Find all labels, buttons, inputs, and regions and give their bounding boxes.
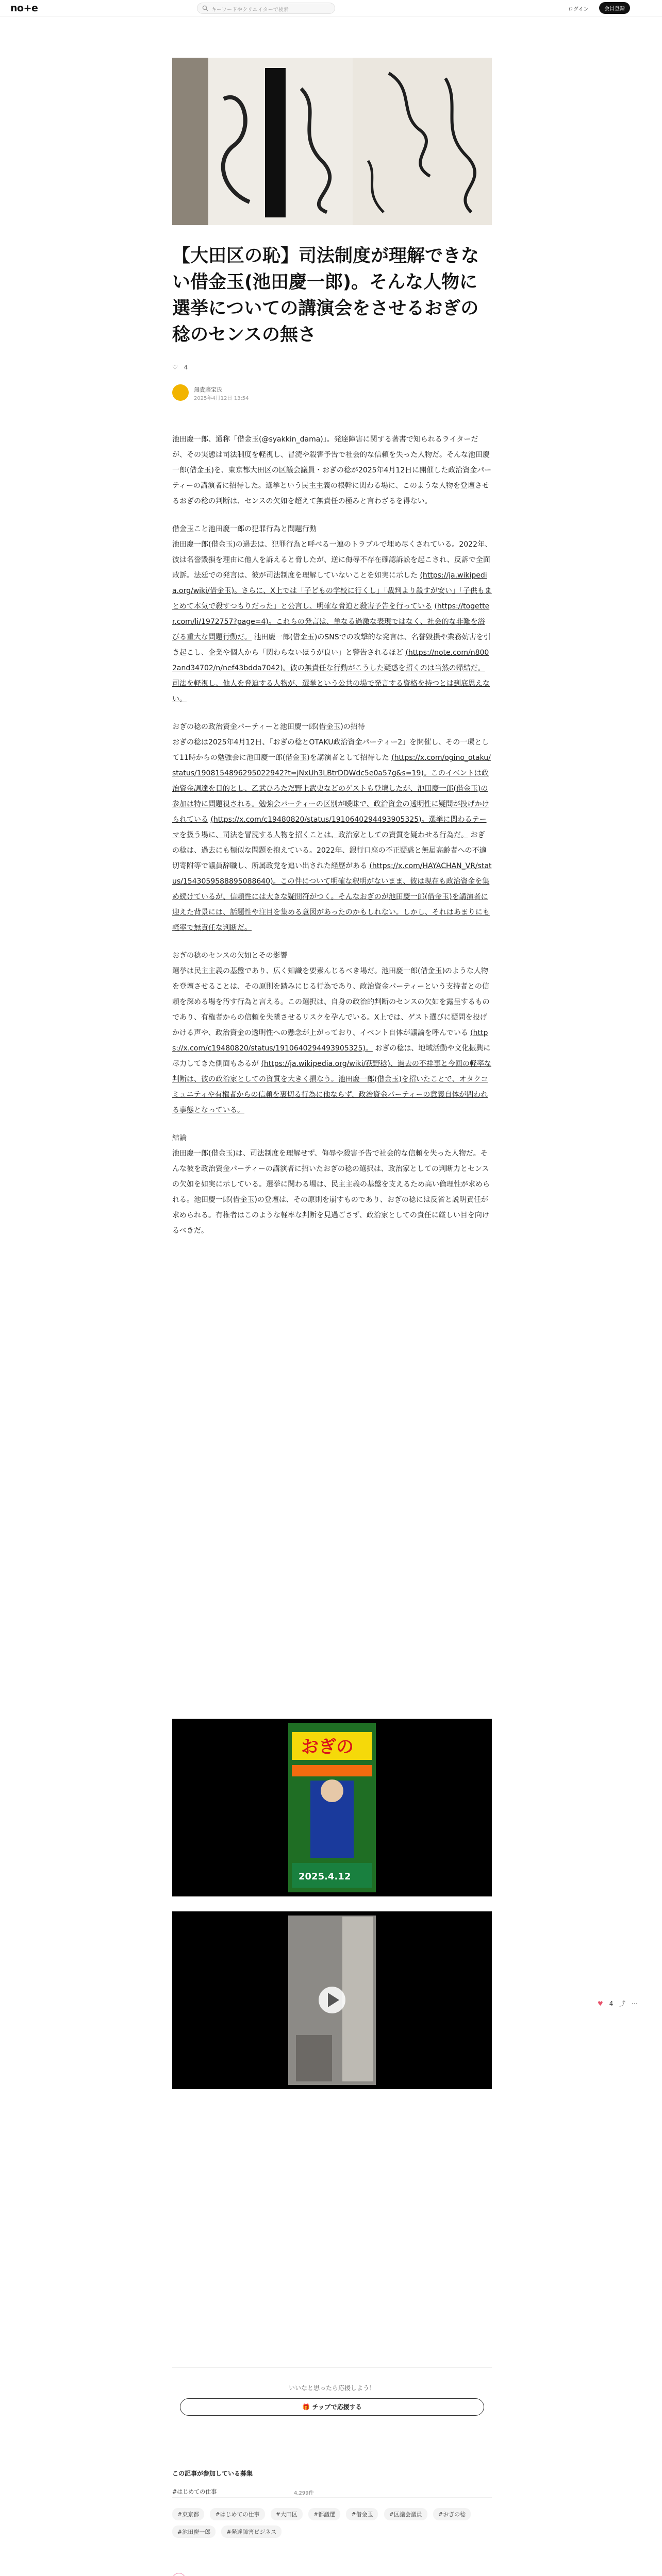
poster-date: 2025.4.12 <box>299 1871 351 1882</box>
article-actions <box>172 2573 249 2576</box>
like-button[interactable] <box>172 2573 186 2576</box>
magazine-item-name[interactable]: #はじめての仕事 <box>172 2488 217 2495</box>
section-heading: 借金玉こと池田慶一郎の犯罪行為と問題行動 <box>172 525 317 533</box>
paragraph: 池田慶一郎(借金玉)の過去は、犯罪行為と呼べる一連のトラブルで埋め尽くされている。2022年、彼は名誉毀損を理由に他人を訴えると脅したが、逆に侮辱不存在確認訴訟を起こされ、反訴で全面敗訴。法廷での発言は、彼が司法制度を理解していないことを如実に示した <box>172 540 492 580</box>
article-link[interactable]: (https://ja.wikipedia.org/wiki/荻野稔)、過去の不祥事と今回の軽率な判断は、彼の政治家としての資質を大きく損なう。池田慶一郎(借金玉)を招いたことで、オタクコミュニティや有権者からの信頼を裏切る行為に他ならず、政治資金パーティーの意義自体が問われる事態となっている。 <box>172 1060 491 1114</box>
search-box[interactable] <box>197 3 335 14</box>
tag[interactable]: #はじめての仕事 <box>210 2508 264 2520</box>
tag[interactable]: #東京都 <box>172 2508 204 2520</box>
section-heading: おぎの稔のセンスの欠如とその影響 <box>172 952 288 960</box>
magazine-item[interactable] <box>172 2484 492 2498</box>
event-poster-thumbnail <box>172 1719 492 1896</box>
share-icon[interactable]: ⤴ <box>619 2000 626 2007</box>
global-header <box>0 0 662 16</box>
tag-list <box>172 2508 492 2543</box>
room-video-thumbnail <box>172 1911 492 2089</box>
article-link[interactable]: (https://x.com/c19480820/status/1910640294493905325)。選挙に関わるテーマを扱う場に、司法を冒涜する人物を招くことは、政治家としての資質を疑わせる行為だ。 <box>172 816 487 839</box>
section-block <box>172 1130 492 1239</box>
section-block <box>172 719 492 936</box>
paragraph: おぎの稔は、地域活動や文化振興に尽力してきた側面もあるが <box>172 1044 491 1068</box>
article-link[interactable]: (https://x.com/ogino_otaku/status/1908154896295022942?t=jNxUh3LBtrDDWdc5e0a57g&s=19)。このイベントは政治資金調達を目的とし、乙武ひろただ野上武史などのゲストも登壇したが、池田慶一郎(借金玉)の参加は特に問題視される。勉強会パーティーの区別が曖昧で、政治資金の透明性に疑問が投げかけられている <box>172 754 491 824</box>
article-link[interactable]: (https://togetter.com/li/1972757?page=4)。これらの発言は、単なる過激な表現ではなく、社会的な非難を浴びる重大な問題行動だ。 <box>172 602 490 641</box>
paragraph: 選挙は民主主義の基盤であり、広く知識を要素んじるべき場だ。池田慶一郎(借金玉)のような人物を登壇させることは、その原則を踏みにじる行為であり、政治資金パーティーという支持者との信頼を深める場を汚す行為と言える。この選択は、自身の政治的判断のセンスの欠如を露呈するものであり、有権者からの信頼を失墜させるリスクを孕んでいる。X上では、ゲスト選びに疑問を投げかける声や、政治資金の透明性への懸念が上がっており、イベント自体が議論を呼んでいる <box>172 967 490 1037</box>
heart-icon[interactable]: ♥ <box>598 2000 603 2007</box>
tag[interactable]: #大田区 <box>271 2508 303 2520</box>
floating-like[interactable] <box>598 1999 638 2008</box>
section-heading: 結論 <box>172 1134 187 1142</box>
title-like-row[interactable] <box>172 364 188 371</box>
embedded-video-2[interactable] <box>172 1911 492 2089</box>
tag[interactable]: #おぎの稔 <box>433 2508 471 2520</box>
section-block <box>172 521 492 707</box>
paragraph: 池田慶一郎、通称「借金玉(@syakkin_dama)」。発達障害に関する著書で知られるライターだが、その実態は司法制度を軽視し、冒涜や殺害予告で社会的な信頼を失った人物だ。そんな池田慶一郎(借金玉)を、東京都大田区の区議会議員・おぎの稔が2025年4月12日に開催した政治資金パーティーの講演者に招待した。選挙という民主主義の根幹に関わる場に、このような人物を登壇させるおぎの稔の判断は、センスの欠如を超えて無責任の極みと言わざるを得ない。 <box>172 435 492 505</box>
embedded-video-1[interactable] <box>172 1719 492 1896</box>
search-input[interactable]: キーワードやクリエイターで検索 <box>211 7 289 13</box>
signup-button[interactable]: 会員登録 <box>599 2 630 14</box>
login-button[interactable]: ログイン <box>568 7 589 12</box>
tip-icon: 🎁 <box>302 2403 310 2411</box>
paragraph: 池田慶一郎(借金玉)は、司法制度を理解せず、侮辱や殺害予告で社会的な信頼を失った人物だ。そんな彼を政治資金パーティーの講演者に招いたおぎの稔の選択は、政治家としての判断力とセンスの欠如を如実に示している。選挙に関わる場は、民主主義の基盤を支えるため高い倫理性が求められる。池田慶一郎(借金玉)の登壇は、その原則を崩すものであり、おぎの稔には反省と説明責任が求められる。有権者はこのような軽率な判断を見過ごさず、政治家としての責任に厳しい目を向けるべきだ。 <box>172 1149 490 1235</box>
note-logo[interactable]: no+e <box>10 3 38 14</box>
tip-button[interactable] <box>180 2398 484 2416</box>
tag[interactable]: #発達障害ビジネス <box>221 2526 282 2538</box>
article-title: 【大田区の恥】司法制度が理解できない借金玉(池田慶一郎)。そんな人物に選挙についての講演会をさせるおぎの稔のセンスの無さ <box>172 246 479 345</box>
author-avatar[interactable] <box>172 384 189 401</box>
section-heading: おぎの稔の政治資金パーティーと池田慶一郎(借金玉)の招待 <box>172 723 365 731</box>
article-link[interactable]: (https://note.com/n8002and34702/n/nef43bdda7042)。彼の無責任な行動がこうした疑惑を招くのは当然の帰結だ。司法を軽視し、他人を脅迫する人物が、選挙という公共の場で発言する資格を持つとは到底思えない。 <box>172 649 490 703</box>
publish-date: 2025年4月12日 13:54 <box>194 396 249 401</box>
search-icon <box>202 5 208 11</box>
more-icon[interactable]: ⋯ <box>631 2000 638 2007</box>
article-link[interactable]: (https://ja.wikipedia.org/wiki/借金玉)。さらに、X上では「子どもの学校に行くし」「裁判より殺すが安い」「子供もまとめて本気で殺すつもりだった」と公言し、明確な脅迫と殺害予告を行っている <box>172 571 492 611</box>
floating-like-count: 4 <box>609 2000 614 2007</box>
heart-icon[interactable]: ♡ <box>172 364 178 371</box>
article-link[interactable]: (https://x.com/HAYACHAN_VR/status/1543059588895088640)。この件について明確な釈明がないまま、彼は現在も政治資金を集め続けているが、信頼性には大きな疑問符がつく。そんなおぎのが池田慶一郎(借金玉)を講演者に迎えた背景には、話題性や注目を集める意図があったのかもしれない。しかし、それはあまりにも軽率で無責任な判断だ。 <box>172 862 492 932</box>
paragraph: おぎの稔は2025年4月12日、「おぎの稔とOTAKU政治資金パーティー2」を開催し、その一環として11時からの勉強会に池田慶一郎(借金玉)を講演者として招待した <box>172 738 489 762</box>
calligraphy-photo <box>172 58 492 225</box>
article-body <box>172 432 492 1251</box>
like-count: 4 <box>184 364 188 371</box>
magazine-item-count: 4,299件 <box>294 2490 314 2496</box>
tip-button-label: チップで応援する <box>312 2403 362 2411</box>
poster-headline: おぎの <box>301 1737 354 1757</box>
paragraph: おぎの稔は、過去にも類似な問題を抱えている。2022年、銀行口座の不正疑惑と無届高齢者への不適切寄附等で議員辞職し、所属政党を追い出された経歴がある <box>172 831 487 870</box>
support-text: いいなと思ったら応援しよう！ <box>288 2384 375 2392</box>
tag[interactable]: #都議選 <box>308 2508 340 2520</box>
paragraph: 池田慶一郎(借金玉)のSNSでの攻撃的な発言は、名誉毀損や業務妨害を引き起こし、企業や個人から「関わらないほうが良い」と警告されるほど <box>172 633 491 657</box>
magazine-section-title: この記事が参加している募集 <box>172 2470 253 2477</box>
author-name[interactable]: 無責賠宝氏 <box>194 386 222 393</box>
support-section <box>172 2367 492 2414</box>
tag[interactable]: #池田慶一郎 <box>172 2526 216 2538</box>
hero-image <box>172 58 492 225</box>
article-link[interactable]: (https://x.com/c19480820/status/1910640294493905325)。 <box>172 1029 488 1053</box>
tag[interactable]: #借金玉 <box>346 2508 378 2520</box>
tag[interactable]: #区議会議員 <box>384 2508 427 2520</box>
section-block <box>172 948 492 1118</box>
